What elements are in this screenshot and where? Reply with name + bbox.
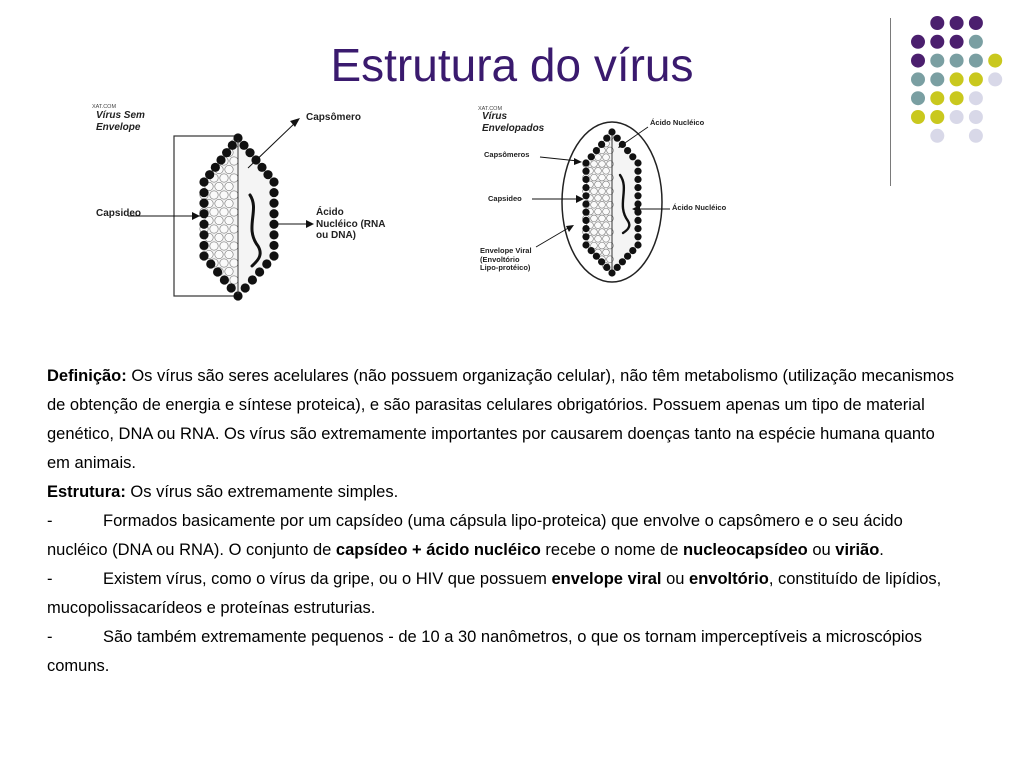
bullet-2-text-2: ou (661, 570, 690, 588)
decor-dot (969, 110, 983, 124)
bullet-dash: - (47, 512, 53, 530)
label-envelope-viral: Envelope Viral (Envoltório Lipo-protéico) (480, 246, 532, 273)
bullet-dash: - (47, 570, 53, 588)
decor-dot (930, 110, 944, 124)
bullet-item-3 (47, 623, 962, 681)
label-capsideo-right: Capsideo (488, 194, 522, 203)
label-virus-envelopados: Vírus Envelopados (482, 111, 545, 134)
bullet-1-text: Formados basicamente por um capsídeo (uma cápsula lipo-proteica) que envolve o capsômero e o seu ácido nucléico (DNA ou RNA). O conjunto de (47, 512, 903, 559)
diagram-naked-virus (88, 100, 418, 305)
decor-dot (969, 129, 983, 143)
decor-dot (911, 91, 925, 105)
bullet-item-1 (47, 507, 962, 565)
naked-virus-illustration (88, 100, 418, 305)
decor-dot (969, 91, 983, 105)
decor-dot (911, 110, 925, 124)
bullet-1-text-2: recebe o nome de (540, 541, 684, 559)
bullet-2-bold-envelope: envelope viral (551, 570, 662, 588)
label-virus-sem-envelope: Vírus Sem Envelope (96, 110, 145, 133)
structure-text: Os vírus são extremamente simples. (125, 483, 399, 501)
decor-dot (969, 16, 983, 30)
watermark-text: XAT.COM (92, 104, 117, 110)
definition-paragraph (47, 362, 962, 478)
decor-dot (930, 16, 944, 30)
bullet-1-bold-nucleocapsideo: nucleocapsídeo (683, 541, 808, 559)
label-capsomeros: Capsômeros (484, 150, 530, 159)
watermark-text: XAT.COM (478, 106, 503, 112)
bullet-1-period: . (879, 541, 884, 559)
label-capsideo: Capsideo (96, 208, 142, 219)
definition-label: Definição: (47, 367, 127, 385)
structure-paragraph (47, 478, 962, 507)
enveloped-virus-illustration (474, 105, 754, 285)
bullet-3-text: São também extremamente pequenos - de 10 a 30 nanômetros, o que os tornam imperceptíveis a microscópios comuns. (47, 628, 923, 675)
definition-text: Os vírus são seres acelulares (não possuem organização celular), não têm metabolismo (utilização mecanismos de obtenção de energia e síntese proteica), e são parasitas celulares obrigatórios. Possuem apenas um tipo de material genético, DNA ou RNA. Os vírus são extremamente importantes por causarem doenças tanto na espécie humana quanto em animais. (47, 367, 954, 472)
bullet-1-bold-capsideo: capsídeo + ácido nucléico (335, 541, 541, 559)
bullet-1-text-3: ou (807, 541, 836, 559)
label-acido-nucleico-mid: Ácido Nucléico (672, 203, 727, 212)
label-acido-nucleico-top: Ácido Nucléico (650, 118, 705, 127)
decor-dot (930, 129, 944, 143)
diagram-enveloped-virus (474, 105, 754, 285)
decor-dot (950, 91, 964, 105)
vertical-divider (890, 18, 891, 186)
bullet-2-text-3: , constituído de lipídios, mucopolissacarídeos e proteínas estruturias. (47, 570, 942, 617)
bullet-2-bold-envoltorio: envoltório (689, 570, 769, 588)
bullet-item-2 (47, 565, 962, 623)
bullet-2-text: Existem vírus, como o vírus da gripe, ou o HIV que possuem (103, 570, 552, 588)
body-text (47, 362, 962, 681)
page-title: Estrutura do vírus (330, 39, 694, 91)
decor-dot (950, 16, 964, 30)
label-capsomero: Capsômero (306, 112, 362, 123)
decor-dot (930, 91, 944, 105)
label-acido-nucleico: Ácido Nucléico (RNA ou DNA) (316, 207, 386, 241)
structure-label: Estrutura: (47, 483, 126, 501)
bullet-1-bold-viriao: virião (835, 541, 880, 559)
decor-dot (950, 110, 964, 124)
bullet-dash: - (47, 628, 53, 646)
